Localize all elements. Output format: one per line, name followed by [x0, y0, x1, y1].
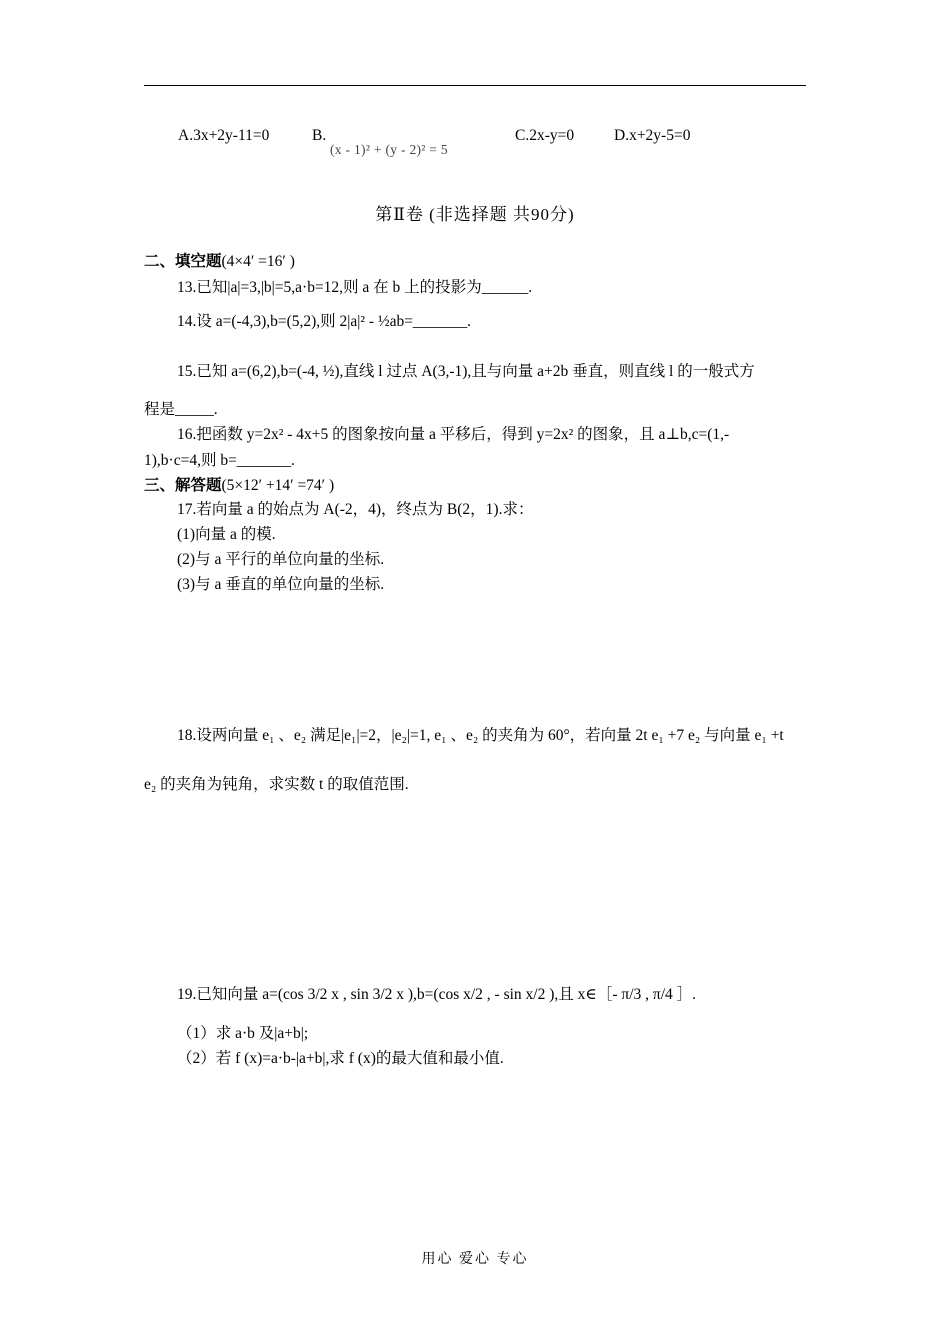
fill-heading: 二、填空题	[144, 253, 222, 270]
fill-score: (4×4′ =16′ )	[221, 253, 295, 270]
question-19: 19.已知向量 a=(cos 3/2 x , sin 3/2 x ),b=(cos x/2 , - sin x/2 ),且 x∈［- π/3 , π/4 ］.	[177, 986, 697, 1003]
question-17-part2: (2)与 a 平行的单位向量的坐标.	[177, 551, 385, 568]
question-15-line1: 15.已知 a=(6,2),b=(-4, ½),直线 l 过点 A(3,-1),且与向量 a+2b 垂直，则直线 l 的一般式方	[177, 363, 755, 380]
header-rule	[144, 85, 806, 86]
question-19-part1: （1）求 a·b 及|a+b|;	[177, 1025, 309, 1042]
answer-heading-line	[144, 476, 334, 496]
question-15-line2: 程是_____.	[144, 401, 218, 418]
fill-heading-line	[144, 252, 295, 272]
question-16-line1: 16.把函数 y=2x² - 4x+5 的图象按向量 a 平移后，得到 y=2x² 的图象，且 a⊥b,c=(1,-	[177, 426, 730, 443]
section-title: 第Ⅱ卷 (非选择题 共90分)	[375, 205, 575, 224]
answer-score: (5×12′ +14′ =74′ )	[221, 477, 335, 494]
question-17: 17.若向量 a 的始点为 A(-2，4)，终点为 B(2，1).求：	[177, 501, 534, 518]
choice-c: C.2x-y=0	[515, 127, 575, 144]
question-17-part1: (1)向量 a 的模.	[177, 526, 276, 543]
answer-heading: 三、解答题	[144, 477, 222, 494]
question-16-line2: 1),b·c=4,则 b=_______.	[144, 452, 295, 469]
question-13: 13.已知|a|=3,|b|=5,a·b=12,则 a 在 b 上的投影为______.	[177, 279, 533, 296]
choice-b-label: B.	[312, 127, 327, 144]
question-14: 14.设 a=(-4,3),b=(5,2),则 2|a|² - ½ab=_______.	[177, 313, 472, 330]
question-17-part3: (3)与 a 垂直的单位向量的坐标.	[177, 576, 385, 593]
choice-b-equation: (x - 1)² + (y - 2)² = 5	[330, 142, 448, 157]
page-footer: 用心 爱心 专心	[421, 1252, 529, 1267]
question-18-line2: e₂ 的夹角为钝角，求实数 t 的取值范围.	[144, 776, 409, 793]
choice-d: D.x+2y-5=0	[614, 127, 691, 144]
question-19-part2: （2）若 f (x)=a·b-|a+b|,求 f (x)的最大值和最小值.	[177, 1050, 504, 1067]
choice-a: A.3x+2y-11=0	[178, 127, 270, 144]
question-18-line1: 18.设两向量 e₁ 、e₂ 满足|e₁|=2，|e₂|=1, e₁ 、e₂ 的夹角为 60°，若向量 2t e₁ +7 e₂ 与向量 e₁ +t	[177, 727, 784, 744]
